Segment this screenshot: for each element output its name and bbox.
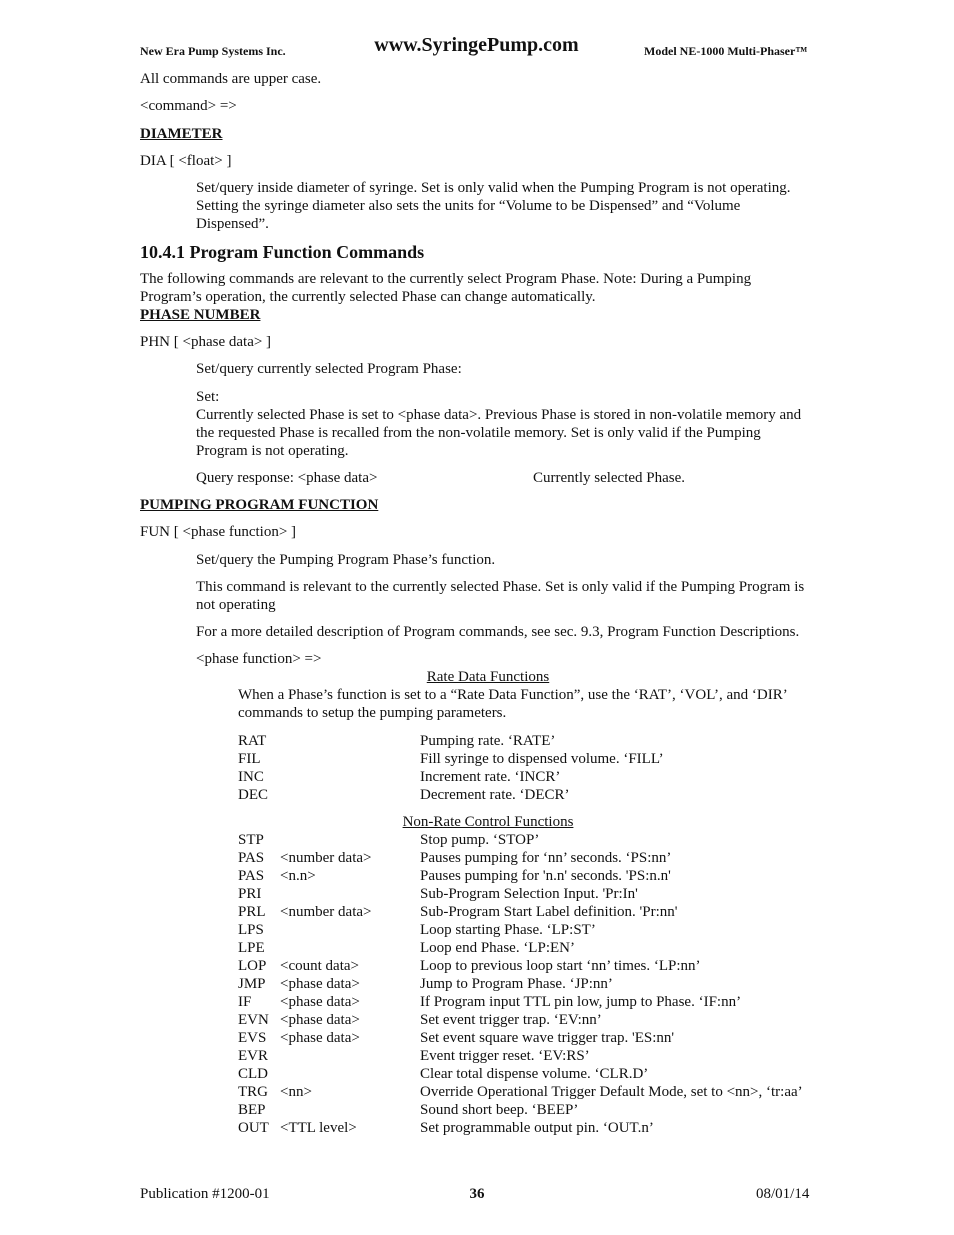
command-code: JMP — [238, 976, 266, 992]
command-code: CLD — [238, 1066, 268, 1082]
command-code: INC — [238, 769, 264, 785]
footer-page-number: 36 — [469, 1186, 485, 1202]
pumping-function-title: PUMPING PROGRAM FUNCTION — [140, 497, 379, 513]
section-intro-line: Program’s operation, the currently selected Phase can change automatically. — [140, 289, 596, 305]
command-row — [238, 939, 838, 957]
command-row — [238, 831, 838, 849]
command-description: Loop starting Phase. ‘LP:ST’ — [420, 922, 596, 938]
command-description: Set event square wave trigger trap. 'ES:nn' — [420, 1030, 675, 1046]
command-description: Override Operational Trigger Default Mode, set to <nn>, ‘tr:aa’ — [420, 1084, 803, 1100]
phase-function-definition: <phase function> => — [196, 651, 322, 667]
command-description: Set programmable output pin. ‘OUT.n’ — [420, 1120, 654, 1136]
phase-number-query-desc: Currently selected Phase. — [533, 470, 686, 486]
phase-number-set-line: Program is not operating. — [196, 443, 349, 459]
diameter-description — [196, 179, 838, 233]
section-heading: 10.4.1 Program Function Commands — [140, 242, 425, 262]
command-description: Sub-Program Selection Input. 'Pr:In' — [420, 886, 638, 902]
command-description: Pumping rate. ‘RATE’ — [420, 733, 556, 749]
command-description: Clear total dispense volume. ‘CLR.D’ — [420, 1066, 649, 1082]
command-row — [238, 957, 838, 975]
command-row — [238, 1119, 838, 1137]
command-description: Decrement rate. ‘DECR’ — [420, 787, 570, 803]
command-row — [238, 732, 838, 750]
command-code: RAT — [238, 733, 267, 749]
command-code: BEP — [238, 1102, 266, 1118]
command-argument: <number data> — [280, 904, 372, 920]
command-description: If Program input TTL pin low, jump to Phase. ‘IF:nn’ — [420, 994, 742, 1010]
rate-functions-desc-line: When a Phase’s function is set to a “Rate Data Function”, use the ‘RAT’, ‘VOL’, and ‘DIR’ — [238, 687, 788, 703]
rate-functions-description — [238, 686, 828, 722]
command-argument: <count data> — [280, 958, 359, 974]
command-description: Pauses pumping for ‘nn’ seconds. ‘PS:nn’ — [420, 850, 672, 866]
non-rate-functions-title: Non-Rate Control Functions — [402, 814, 574, 830]
command-code: EVS — [238, 1030, 267, 1046]
diameter-desc-line: Dispensed”. — [196, 216, 269, 232]
command-description: Stop pump. ‘STOP’ — [420, 832, 540, 848]
command-code: LOP — [238, 958, 267, 974]
command-argument: <TTL level> — [280, 1120, 357, 1136]
command-code: PRI — [238, 886, 262, 902]
command-argument: <phase data> — [280, 1030, 360, 1046]
command-code: EVN — [238, 1012, 269, 1028]
footer-date: 08/01/14 — [756, 1186, 810, 1202]
rate-functions-desc-line: commands to setup the pumping parameters. — [238, 705, 507, 721]
command-argument: <nn> — [280, 1084, 312, 1100]
command-code: EVR — [238, 1048, 268, 1064]
command-code: IF — [238, 994, 252, 1010]
header-company: New Era Pump Systems Inc. — [140, 44, 286, 58]
pumping-function-desc1: Set/query the Pumping Program Phase’s function. — [196, 552, 496, 568]
footer-publication: Publication #1200-01 — [140, 1186, 270, 1202]
command-code: PAS — [238, 850, 265, 866]
command-row — [238, 885, 838, 903]
phase-number-set-line: Currently selected Phase is set to <phase data>. Previous Phase is stored in non-volatile memory and — [196, 407, 802, 423]
phase-number-title: PHASE NUMBER — [140, 307, 261, 323]
command-row — [238, 768, 838, 786]
command-code: LPE — [238, 940, 265, 956]
command-row — [238, 975, 838, 993]
header-model: Model NE-1000 Multi-Phaser™ — [644, 44, 808, 58]
command-row — [238, 1083, 838, 1101]
command-argument: <phase data> — [280, 994, 360, 1010]
command-description: Jump to Program Phase. ‘JP:nn’ — [420, 976, 613, 992]
command-argument: <number data> — [280, 850, 372, 866]
diameter-desc-line: Set/query inside diameter of syringe. Set is only valid when the Pumping Program is not operating. — [196, 180, 791, 196]
phase-number-set-text — [196, 406, 838, 460]
command-description: Event trigger reset. ‘EV:RS’ — [420, 1048, 590, 1064]
section-intro-line: The following commands are relevant to the currently select Program Phase. Note: During a Pumping — [140, 271, 752, 287]
diameter-title: DIAMETER — [140, 126, 223, 142]
command-row — [238, 867, 838, 885]
command-row — [238, 1065, 838, 1083]
command-row — [238, 849, 838, 867]
command-row — [238, 750, 838, 768]
command-row — [238, 1029, 838, 1047]
pumping-function-desc2 — [196, 578, 838, 614]
diameter-desc-line: Setting the syringe diameter also sets the units for “Volume to be Dispensed” and “Volume — [196, 198, 741, 214]
pumping-function-desc2-line: not operating — [196, 597, 276, 613]
command-definition: <command> => — [140, 98, 237, 114]
section-intro — [140, 270, 840, 306]
command-description: Set event trigger trap. ‘EV:nn’ — [420, 1012, 602, 1028]
command-row — [238, 786, 838, 804]
command-row — [238, 921, 838, 939]
phase-number-set-label: Set: — [196, 389, 220, 405]
command-code: STP — [238, 832, 264, 848]
phase-number-description: Set/query currently selected Program Phase: — [196, 361, 462, 377]
header-website: www.SyringePump.com — [374, 34, 579, 56]
command-description: Fill syringe to dispensed volume. ‘FILL’ — [420, 751, 664, 767]
command-argument: <phase data> — [280, 1012, 360, 1028]
command-code: DEC — [238, 787, 268, 803]
phase-number-set-line: the requested Phase is recalled from the non-volatile memory. Set is only valid if the Pumping — [196, 425, 761, 441]
command-code: PAS — [238, 868, 265, 884]
command-description: Sub-Program Start Label definition. 'Pr:nn' — [420, 904, 678, 920]
command-code: LPS — [238, 922, 264, 938]
command-row — [238, 993, 838, 1011]
command-row — [238, 1047, 838, 1065]
command-argument: <n.n> — [280, 868, 316, 884]
phase-number-syntax: PHN [ <phase data> ] — [140, 334, 272, 350]
command-code: FIL — [238, 751, 261, 767]
pumping-function-desc2-line: This command is relevant to the currently selected Phase. Set is only valid if the Pumping Program is — [196, 579, 805, 595]
upper-case-note: All commands are upper case. — [140, 71, 322, 87]
pumping-function-desc3: For a more detailed description of Program commands, see sec. 9.3, Program Function Descriptions. — [196, 624, 800, 640]
command-code: OUT — [238, 1120, 269, 1136]
command-argument: <phase data> — [280, 976, 360, 992]
command-description: Loop end Phase. ‘LP:EN’ — [420, 940, 575, 956]
rate-functions-title: Rate Data Functions — [426, 669, 550, 685]
command-row — [238, 1011, 838, 1029]
command-row — [238, 1101, 838, 1119]
command-code: TRG — [238, 1084, 268, 1100]
command-description: Loop to previous loop start ‘nn’ times. ‘LP:nn’ — [420, 958, 701, 974]
command-description: Sound short beep. ‘BEEP’ — [420, 1102, 579, 1118]
pumping-function-syntax: FUN [ <phase function> ] — [140, 524, 297, 540]
command-description: Increment rate. ‘INCR’ — [420, 769, 561, 785]
command-row — [238, 903, 838, 921]
phase-number-query-label: Query response: <phase data> — [196, 470, 378, 486]
diameter-syntax: DIA [ <float> ] — [140, 153, 232, 169]
command-description: Pauses pumping for 'n.n' seconds. 'PS:n.n' — [420, 868, 671, 884]
command-code: PRL — [238, 904, 266, 920]
